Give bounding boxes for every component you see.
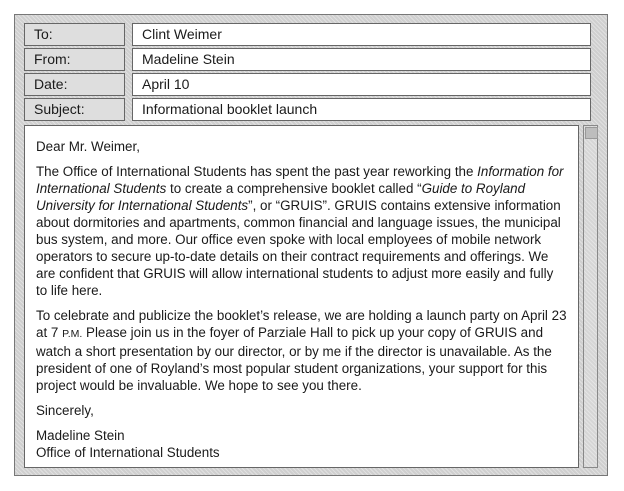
email-window (14, 14, 608, 476)
signature (36, 427, 568, 461)
paragraph-1-text-1: The Office of International Students has spent the past year reworking the (36, 164, 478, 179)
paragraph-1-text-2: to create a comprehensive booklet called “ (166, 181, 422, 196)
date-label: Date: (24, 73, 125, 96)
from-label: From: (24, 48, 125, 71)
signature-office: Office of International Students (36, 445, 220, 460)
vertical-scrollbar[interactable] (583, 125, 598, 468)
paragraph-2-text-1: To celebrate and publicize the booklet’s release, we are holding a launch party on April 23 at 7 (36, 308, 567, 340)
scroll-thumb[interactable] (585, 127, 598, 139)
from-field[interactable]: Madeline Stein (132, 48, 591, 71)
paragraph-2-time-suffix: P.M. (62, 328, 83, 340)
paragraph-2-text-2: Please join us in the foyer of Parziale Hall to pick up your copy of GRUIS and watch a short presentation by our director, or by me if the director is unavailable. As the president of one of Royland’s most popular student organizations, your support for this project would be invaluable. We hope to see you there. (36, 325, 552, 393)
subject-label: Subject: (24, 98, 125, 121)
to-field[interactable]: Clint Weimer (132, 23, 591, 46)
paragraph-1-text-3: ”, or “GRUIS”. GRUIS contains extensive information about dormitories and apartments, common financial and language issues, the municipal bus system, and more. Our office even spoke with local employees of mobile network operators to secure up-to-date details on their contract requirements and offerings. We are confident that GRUIS will allow international students to adjust more easily and fully to life here. (36, 198, 561, 298)
subject-field[interactable]: Informational booklet launch (132, 98, 591, 121)
paragraph-1-italic-2: Guide to Royland University for International Students (36, 181, 526, 213)
message-body[interactable] (24, 125, 579, 468)
closing: Sincerely, (36, 403, 94, 418)
to-label: To: (24, 23, 125, 46)
paragraph-1-italic-1: Information for International Students (36, 164, 564, 196)
greeting: Dear Mr. Weimer, (36, 139, 140, 154)
date-field[interactable]: April 10 (132, 73, 591, 96)
signature-name: Madeline Stein (36, 428, 125, 443)
paragraph-1 (36, 163, 568, 299)
paragraph-2 (36, 307, 568, 394)
